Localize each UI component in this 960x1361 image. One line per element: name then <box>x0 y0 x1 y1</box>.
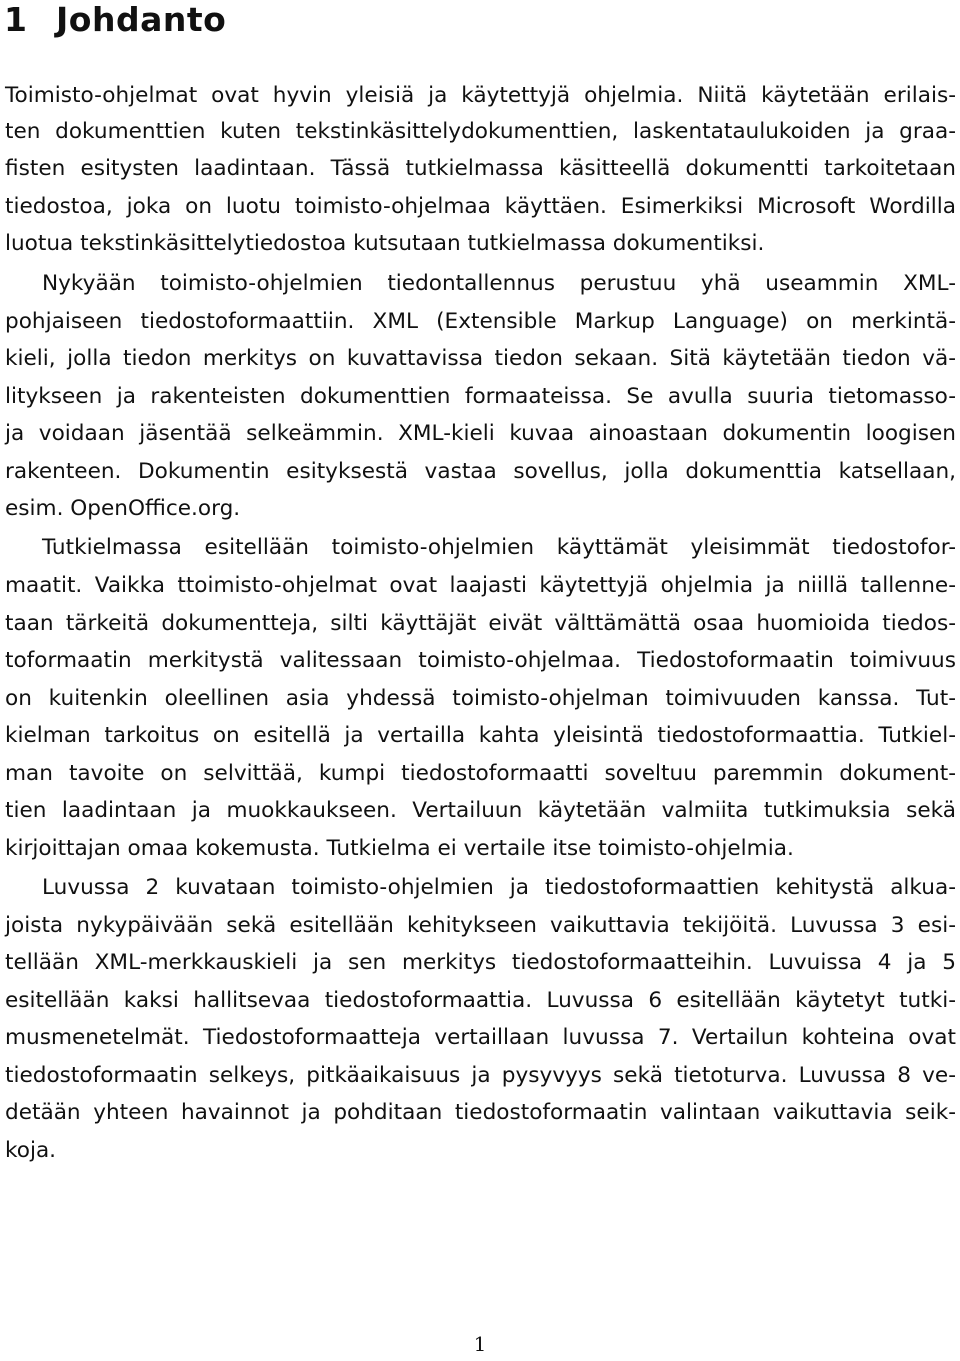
paragraph-3-line-6: kielman tarkoitus on esitellä ja vertailla kahta yleisintä tiedostoformaattia. Tutkiel- <box>5 723 956 748</box>
paragraph-2-line-2: pohjaiseen tiedostoformaattiin. XML (Extensible Markup Language) on merkintä- <box>5 309 956 334</box>
paragraph-4-line-6: tiedostoformaatin selkeys, pitkäaikaisuus ja pysyvyys sekä tietoturva. Luvussa 8 ve- <box>5 1063 956 1088</box>
paragraph-2-line-4: litykseen ja rakenteisten dokumenttien formaateissa. Se avulla suuria tietomasso- <box>5 384 956 409</box>
paragraph-4-line-2: joista nykypäivään sekä esitellään kehitykseen vaikuttavia tekijöitä. Luvussa 3 esi- <box>5 913 956 938</box>
chapter-title: Johdanto <box>56 0 227 39</box>
paragraph-2-line-7: esim. OpenOffice.org. <box>5 496 241 521</box>
chapter-number: 1 <box>4 0 28 39</box>
paragraph-2-line-1: Nykyään toimisto-ohjelmien tiedontallennus perustuu yhä useammin XML- <box>42 271 956 296</box>
paragraph-3-line-2: maatit. Vaikka ttoimisto-ohjelmat ovat laajasti käytettyjä ohjelmia ja niillä tallenne- <box>5 573 956 598</box>
paragraph-4-line-5: musmenetelmät. Tiedostoformaatteja vertaillaan luvussa 7. Vertailun kohteina ovat <box>5 1025 956 1050</box>
paragraph-1-line-1: Toimisto-ohjelmat ovat hyvin yleisiä ja käytettyjä ohjelmia. Niitä käytetään erilais- <box>5 83 956 108</box>
paragraph-1-line-4: tiedostoa, joka on luotu toimisto-ohjelmaa käyttäen. Esimerkiksi Microsoft Wordilla <box>5 194 956 219</box>
paragraph-3-line-4: toformaatin merkitystä valitessaan toimisto-ohjelmaa. Tiedostoformaatin toimivuus <box>5 648 956 673</box>
paragraph-3-line-1: Tutkielmassa esitellään toimisto-ohjelmien käyttämät yleisimmät tiedostofor- <box>42 535 956 560</box>
paragraph-1-line-2: ten dokumenttien kuten tekstinkäsittelydokumenttien, laskentataulukoiden ja graa- <box>5 119 956 144</box>
paragraph-3-line-5: on kuitenkin oleellinen asia yhdessä toimisto-ohjelman toimivuuden kanssa. Tut- <box>5 686 956 711</box>
paragraph-4-line-3: tellään XML-merkkauskieli ja sen merkitys tiedostoformaatteihin. Luvuissa 4 ja 5 <box>5 950 956 975</box>
paragraph-2-line-3: kieli, jolla tiedon merkitys on kuvattavissa tiedon sekaan. Sitä käytetään tiedon vä- <box>5 346 956 371</box>
paragraph-3-line-7: man tavoite on selvittää, kumpi tiedostoformaatti soveltuu paremmin dokument- <box>5 761 956 786</box>
chapter-heading <box>4 0 226 40</box>
paragraph-3-line-8: tien laadintaan ja muokkaukseen. Vertailuun käytetään valmiita tutkimuksia sekä <box>5 798 956 823</box>
page-number: 1 <box>473 1332 487 1356</box>
paragraph-1-line-3: fisten esitysten laadintaan. Tässä tutkielmassa käsitteellä dokumentti tarkoitetaan <box>5 156 956 181</box>
paragraph-4-line-7: detään yhteen havainnot ja pohditaan tiedostoformaatin valintaan vaikuttavia seik- <box>5 1100 956 1125</box>
paragraph-4-line-1: Luvussa 2 kuvataan toimisto-ohjelmien ja tiedostoformaattien kehitystä alkua- <box>42 875 956 900</box>
paragraph-4-line-4: esitellään kaksi hallitsevaa tiedostoformaattia. Luvussa 6 esitellään käytetyt tutki- <box>5 988 956 1013</box>
paragraph-1-line-5: luotua tekstinkäsittelytiedostoa kutsutaan tutkielmassa dokumentiksi. <box>5 231 765 256</box>
paragraph-2-line-6: rakenteen. Dokumentin esityksestä vastaa sovellus, jolla dokumenttia katsellaan, <box>5 459 956 484</box>
paragraph-2-line-5: ja voidaan jäsentää selkeämmin. XML-kieli kuvaa ainoastaan dokumentin loogisen <box>5 421 956 446</box>
paragraph-3-line-9: kirjoittajan omaa kokemusta. Tutkielma ei vertaile itse toimisto-ohjelmia. <box>5 836 794 861</box>
paragraph-3-line-3: taan tärkeitä dokumentteja, silti käyttäjät eivät välttämättä osaa huomioida tiedos- <box>5 611 956 636</box>
paragraph-4-line-8: koja. <box>5 1138 57 1163</box>
